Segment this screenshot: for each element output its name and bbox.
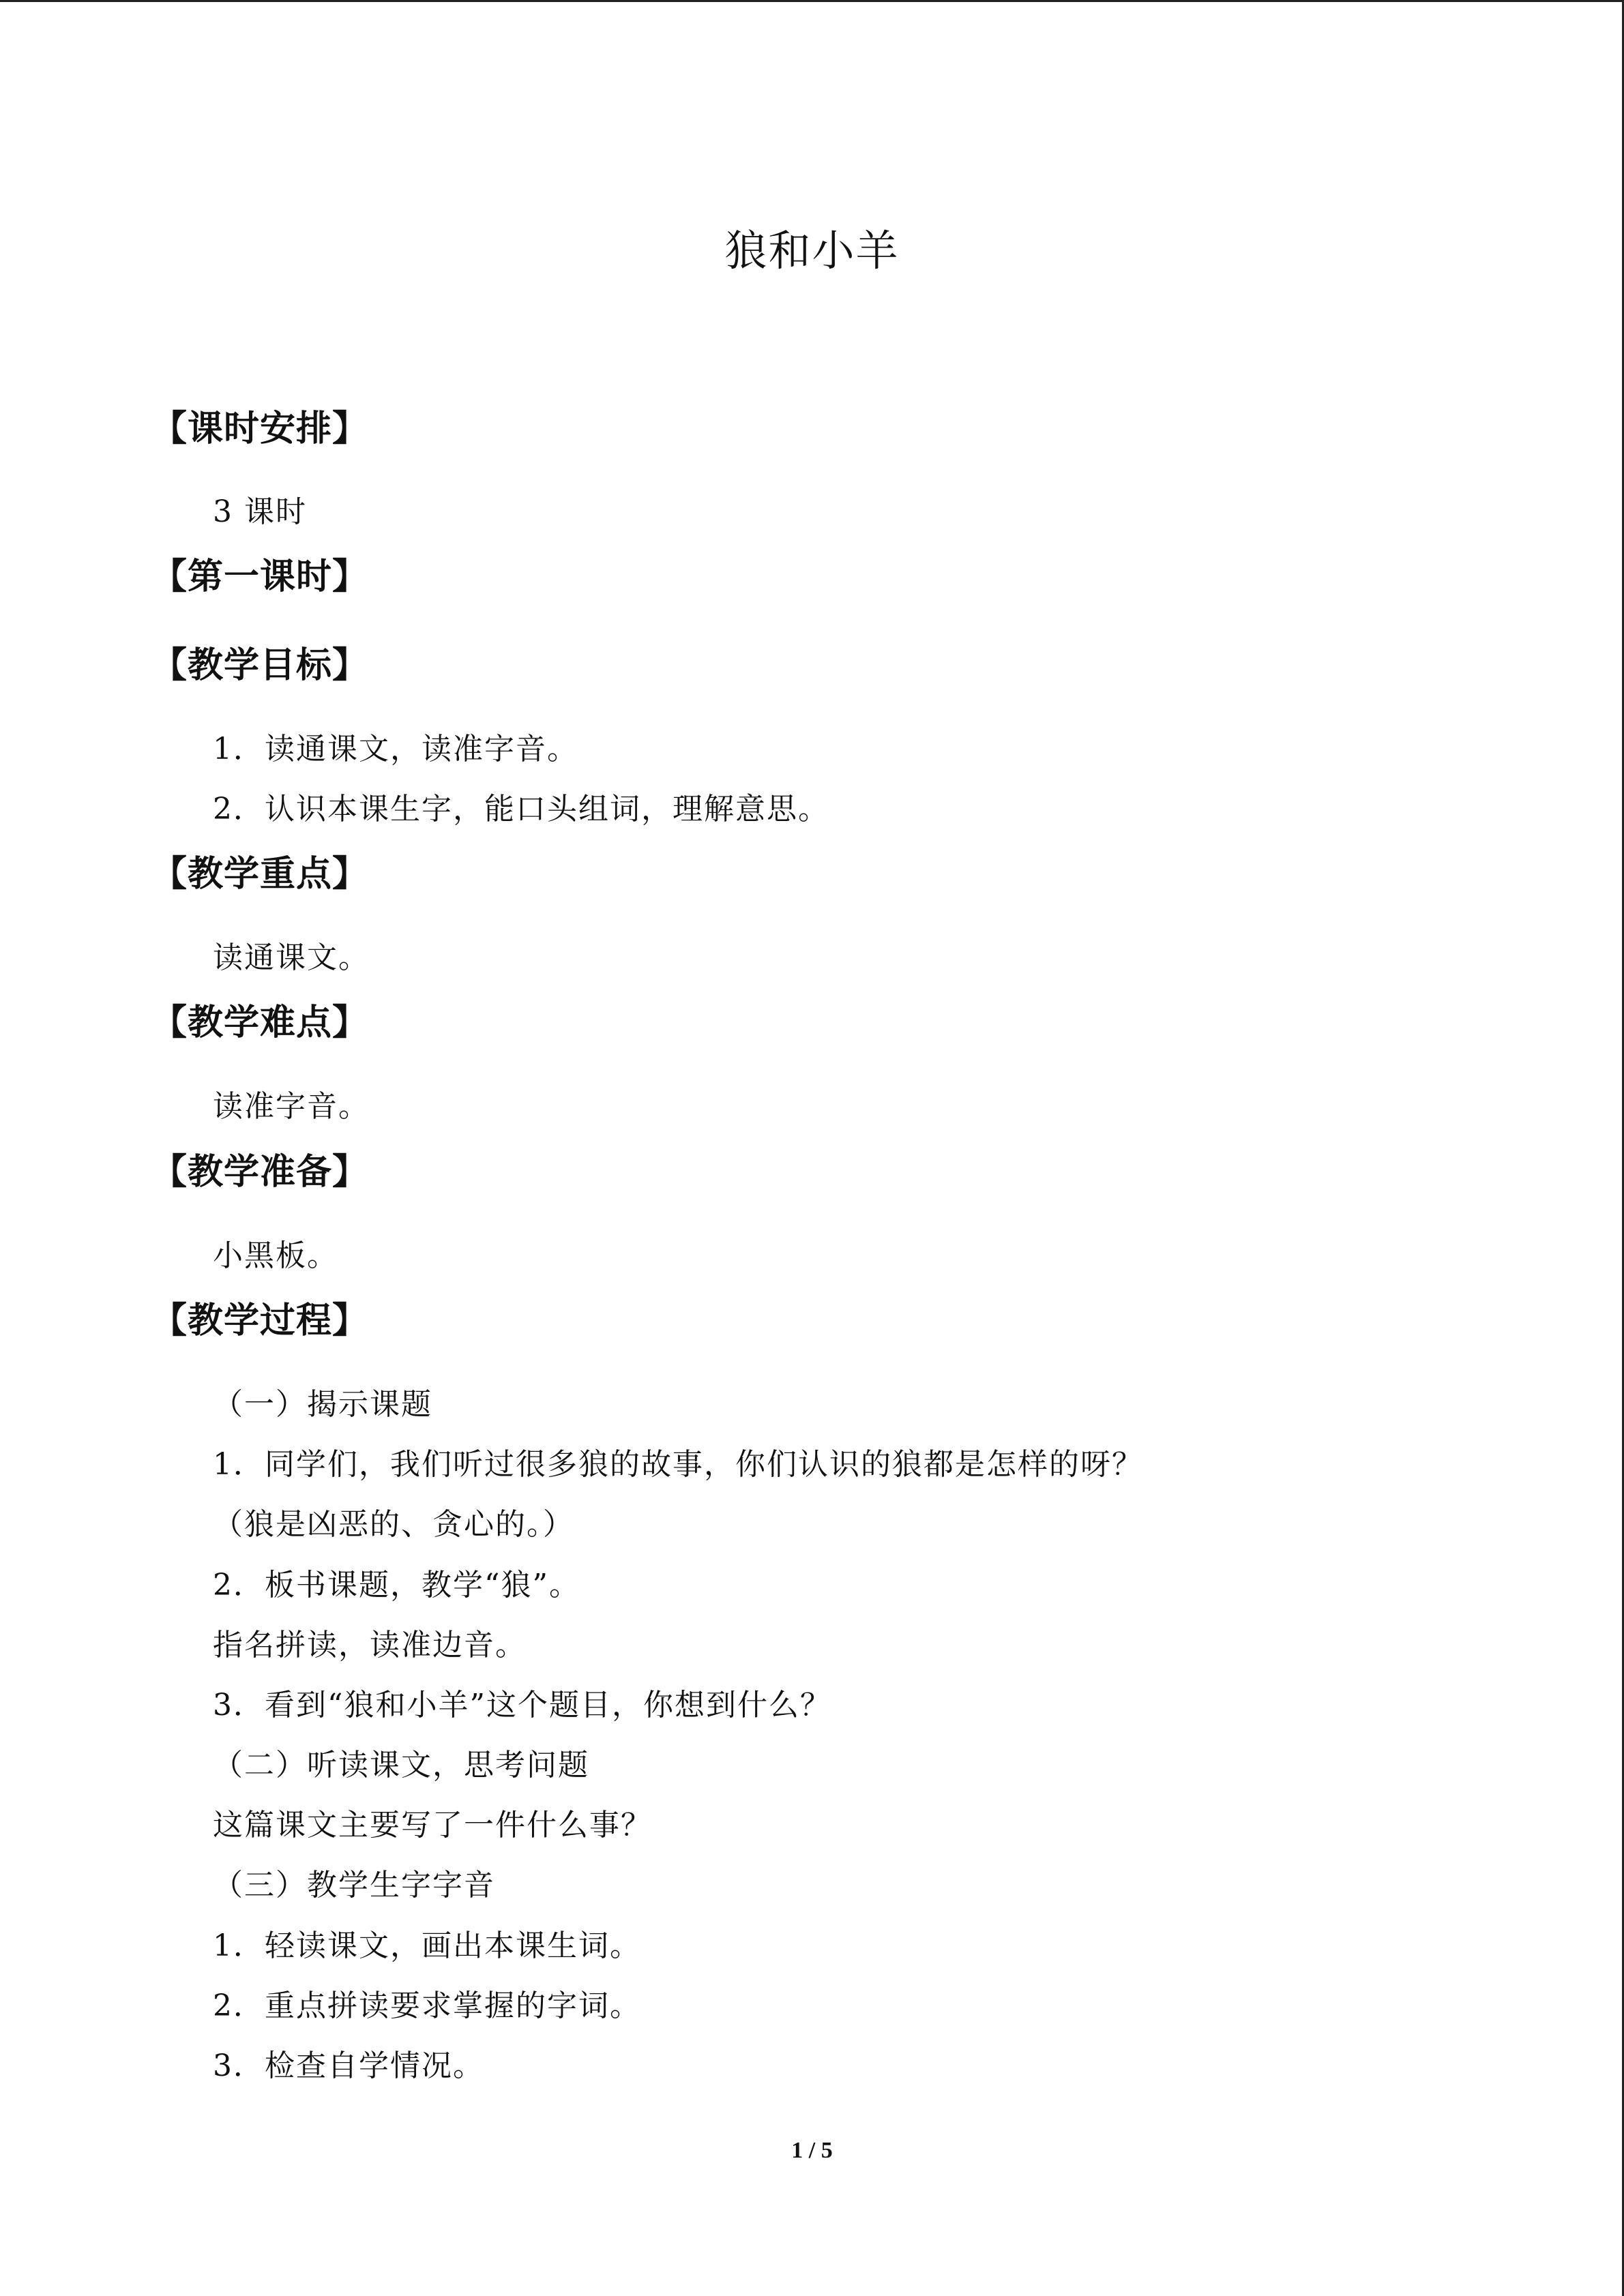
process-line: 3．检查自学情况。 — [213, 2048, 484, 2083]
page-number: 1 / 5 — [791, 2138, 833, 2163]
preparation-text: 小黑板。 — [213, 1238, 338, 1273]
section-heading-preparation: 【教学准备】 — [151, 1152, 369, 1193]
section-heading-schedule: 【课时安排】 — [151, 408, 369, 449]
objective-item: 2．认识本课生字，能口头组词，理解意思。 — [213, 792, 829, 826]
schedule-text: 3 课时 — [213, 494, 307, 529]
process-line: （三）教学生字字音 — [213, 1868, 495, 1903]
section-heading-difficulties: 【教学难点】 — [151, 1002, 369, 1043]
process-line: 3．看到“狼和小羊”这个题目，你想到什么？ — [213, 1688, 831, 1723]
page-title: 狼和小羊 — [724, 226, 900, 275]
process-line: （一）揭示课题 — [213, 1387, 432, 1422]
process-line: （二）听读课文，思考问题 — [213, 1748, 589, 1783]
section-heading-objectives: 【教学目标】 — [151, 645, 369, 686]
process-line: 这篇课文主要写了一件什么事？ — [213, 1808, 652, 1843]
objective-item: 1．读通课文，读准字音。 — [213, 732, 578, 766]
section-heading-first-lesson: 【第一课时】 — [151, 556, 369, 597]
process-line: 指名拼读，读准边音。 — [213, 1628, 527, 1663]
key-points-text: 读通课文。 — [213, 940, 370, 975]
process-line: 1．轻读课文，画出本课生词。 — [213, 1928, 641, 1963]
process-line: （狼是凶恶的、贪心的。） — [213, 1507, 574, 1542]
process-line: 2．重点拼读要求掌握的字词。 — [213, 1988, 641, 2023]
process-line: 1．同学们，我们听过很多狼的故事，你们认识的狼都是怎样的呀？ — [213, 1447, 1143, 1482]
difficulties-text: 读准字音。 — [213, 1089, 370, 1124]
section-heading-process: 【教学过程】 — [151, 1300, 369, 1341]
process-line: 2．板书课题，教学“狼”。 — [213, 1568, 580, 1602]
section-heading-key-points: 【教学重点】 — [151, 854, 369, 895]
